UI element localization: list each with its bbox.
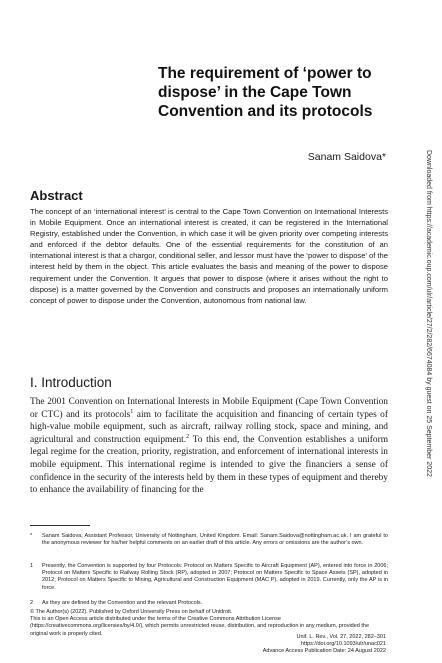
copyright-line: © The Author(s) (2022). Published by Oxford University Press on behalf of Unidroit. bbox=[30, 609, 233, 615]
abstract-text: The concept of an ‘international interest’ is central to the Cape Town Convention on International Interests in Mobile Equipment. Once an international interest is created, it can be registered in the International Registry, established under the Convention, in which case it will be given priority over competing interests and enforced if the debtor defaults. One of the essential requirements for the constitution of an international interest is that a chargor, conditional seller, and lessor must have the ‘power to dispose’ of the interest held by them in the object. This article evaluates the basis and meaning of the power to dispose requirement under the Convention. It argues that power to dispose (where it arises without the right to dispose) is a matter governed by the Convention and constructs and proposes an internationally uniform concept of power to dispose under the Convention, autonomous from national law. bbox=[30, 207, 388, 305]
footnote-ref-1[interactable]: 1 bbox=[130, 408, 134, 415]
footnote-mark: 1 bbox=[30, 563, 34, 569]
license-text: This is an Open Access article distributed under the terms of the Creative Commons Attribution License (https://creativecommons.org/licenses/by/4.0/), which permits unrestricted reuse, distribution, and reproduction in any medium, provided the original work is properly cited. bbox=[30, 616, 370, 637]
footnote-divider bbox=[30, 525, 90, 526]
footnote-text: Sanam Saidova, Assistant Professor, University of Nottingham, United Kingdom. Email: Sanam.Saidova@nottingham.ac.uk. I am grateful to the anonymous reviewer for his/her helpful comments on an earlier draft of this article. Any errors or omissions are the author’s own. bbox=[42, 533, 388, 547]
footnote-ref-2[interactable]: 2 bbox=[186, 433, 190, 440]
footnote bbox=[30, 533, 388, 547]
download-watermark: Downloaded from https://academic.oup.com/ulr/article/27/2/282/6674084 by guest on 25 September 2022 bbox=[425, 150, 432, 477]
intro-text-3: To this end, the Convention establishes a uniform legal regime for the creation, priority, registration, and enforcement of international interests in mobile equipment. This international regime is intended to give the financiers a sense of confidence in the security of the interests held by them in these types of equipment and thereby to enhance the availability of financing for the bbox=[30, 434, 388, 496]
intro-text-1: The 2001 Convention on International Interests in Mobile Equipment (Cape Town Convention or CTC) and its protocols bbox=[30, 397, 388, 420]
introduction-paragraph bbox=[30, 396, 388, 497]
footnote-text: Presently, the Convention is supported by four Protocols: Protocol on Matters Specific to Aircraft Equipment (AP), entered into force in 2006; Protocol on Matters Specific to Railway Rolling Stock (RP), adopted in 2007; Protocol on Matters Specific to Space Assets (SP), adopted in 2012; Protocol on Matters Specific to Mining, Agricultural and Construction Equipment (MAC P), adopted in 2019. Currently, only the AP is in force. bbox=[42, 563, 388, 591]
article-title: The requirement of ‘power to dispose’ in the Cape Town Convention and its protocols bbox=[158, 65, 373, 120]
journal-citation: Unif. L. Rev., Vol. 27, 2022, 282–301 bbox=[296, 634, 386, 640]
footnote-mark: * bbox=[30, 533, 33, 539]
footnote-text: As they are defined by the Convention and the relevant Protocols. bbox=[42, 600, 203, 606]
journal-doi-link[interactable]: https://doi.org/10.1093/ulr/unac021 bbox=[300, 641, 386, 648]
publication-date: Advance Access Publication Date: 24 August 2022 bbox=[262, 648, 386, 655]
footnote bbox=[30, 600, 388, 607]
footnote bbox=[30, 563, 388, 592]
abstract-heading: Abstract bbox=[30, 188, 83, 203]
journal-info bbox=[263, 634, 386, 656]
author-name: Sanam Saidova* bbox=[307, 151, 386, 163]
footnote-mark: 2 bbox=[30, 600, 34, 606]
introduction-heading: I. Introduction bbox=[30, 375, 112, 390]
intro-text-2: aim to facilitate the acquisition and financing of certain types of high-value mobile equipment, such as aircraft, railway rolling stock, space and mining, and agricultural and construction equipment. bbox=[30, 409, 388, 445]
